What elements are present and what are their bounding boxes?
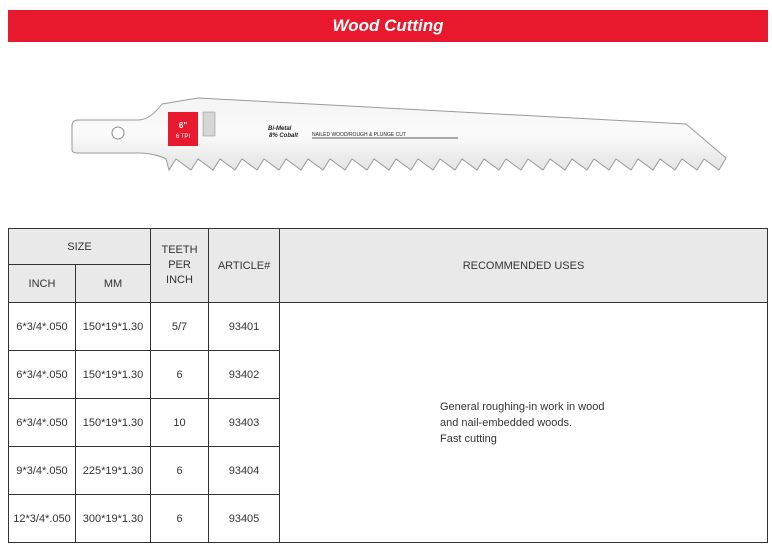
teeth-header	[151, 229, 209, 303]
blade-size-text: 6"	[178, 121, 188, 130]
teeth-cell: 10	[151, 399, 209, 447]
inch-header: INCH	[9, 265, 76, 303]
title-banner	[8, 10, 768, 42]
article-cell: 93401	[209, 303, 280, 351]
mm-cell: 300*19*1.30	[76, 495, 151, 543]
table-row	[9, 303, 768, 351]
teeth-cell: 5/7	[151, 303, 209, 351]
blade-label-gray	[203, 112, 215, 136]
teeth-cell: 6	[151, 447, 209, 495]
inch-cell: 6*3/4*.050	[9, 399, 76, 447]
mm-cell: 225*19*1.30	[76, 447, 151, 495]
teeth-header-text: TEETH PER INCH	[161, 244, 198, 286]
blade-material-line1: Bi-Metal	[268, 126, 292, 132]
inch-cell: 6*3/4*.050	[9, 303, 76, 351]
mm-cell: 150*19*1.30	[76, 399, 151, 447]
uses-line: and nail-embedded woods.	[440, 416, 573, 429]
uses-line: General roughing-in work in wood	[440, 400, 605, 413]
banner-title: Wood Cutting	[332, 16, 444, 35]
mm-cell: 150*19*1.30	[76, 303, 151, 351]
article-cell: 93404	[209, 447, 280, 495]
article-cell: 93402	[209, 351, 280, 399]
mm-cell: 150*19*1.30	[76, 351, 151, 399]
article-cell: 93405	[209, 495, 280, 543]
inch-cell: 9*3/4*.050	[9, 447, 76, 495]
article-header: ARTICLE#	[209, 229, 280, 303]
blade-material-line2: 8% Cobalt	[269, 133, 299, 139]
spec-table	[8, 228, 768, 543]
blade-tpi-text: 6 TPI	[175, 134, 191, 140]
blade-use-text: NAILED WOOD/ROUGH & PLUNGE CUT	[312, 132, 406, 138]
teeth-cell: 6	[151, 351, 209, 399]
uses-header: RECOMMENDED USES	[280, 229, 768, 303]
inch-cell: 12*3/4*.050	[9, 495, 76, 543]
recommended-uses-cell	[280, 303, 768, 543]
teeth-cell: 6	[151, 495, 209, 543]
mounting-hole	[112, 127, 124, 139]
uses-line: Fast cutting	[440, 432, 497, 445]
mm-header: MM	[76, 265, 151, 303]
article-cell: 93403	[209, 399, 280, 447]
inch-cell: 6*3/4*.050	[9, 351, 76, 399]
size-header: SIZE	[9, 229, 151, 265]
saw-blade-image	[66, 90, 730, 190]
